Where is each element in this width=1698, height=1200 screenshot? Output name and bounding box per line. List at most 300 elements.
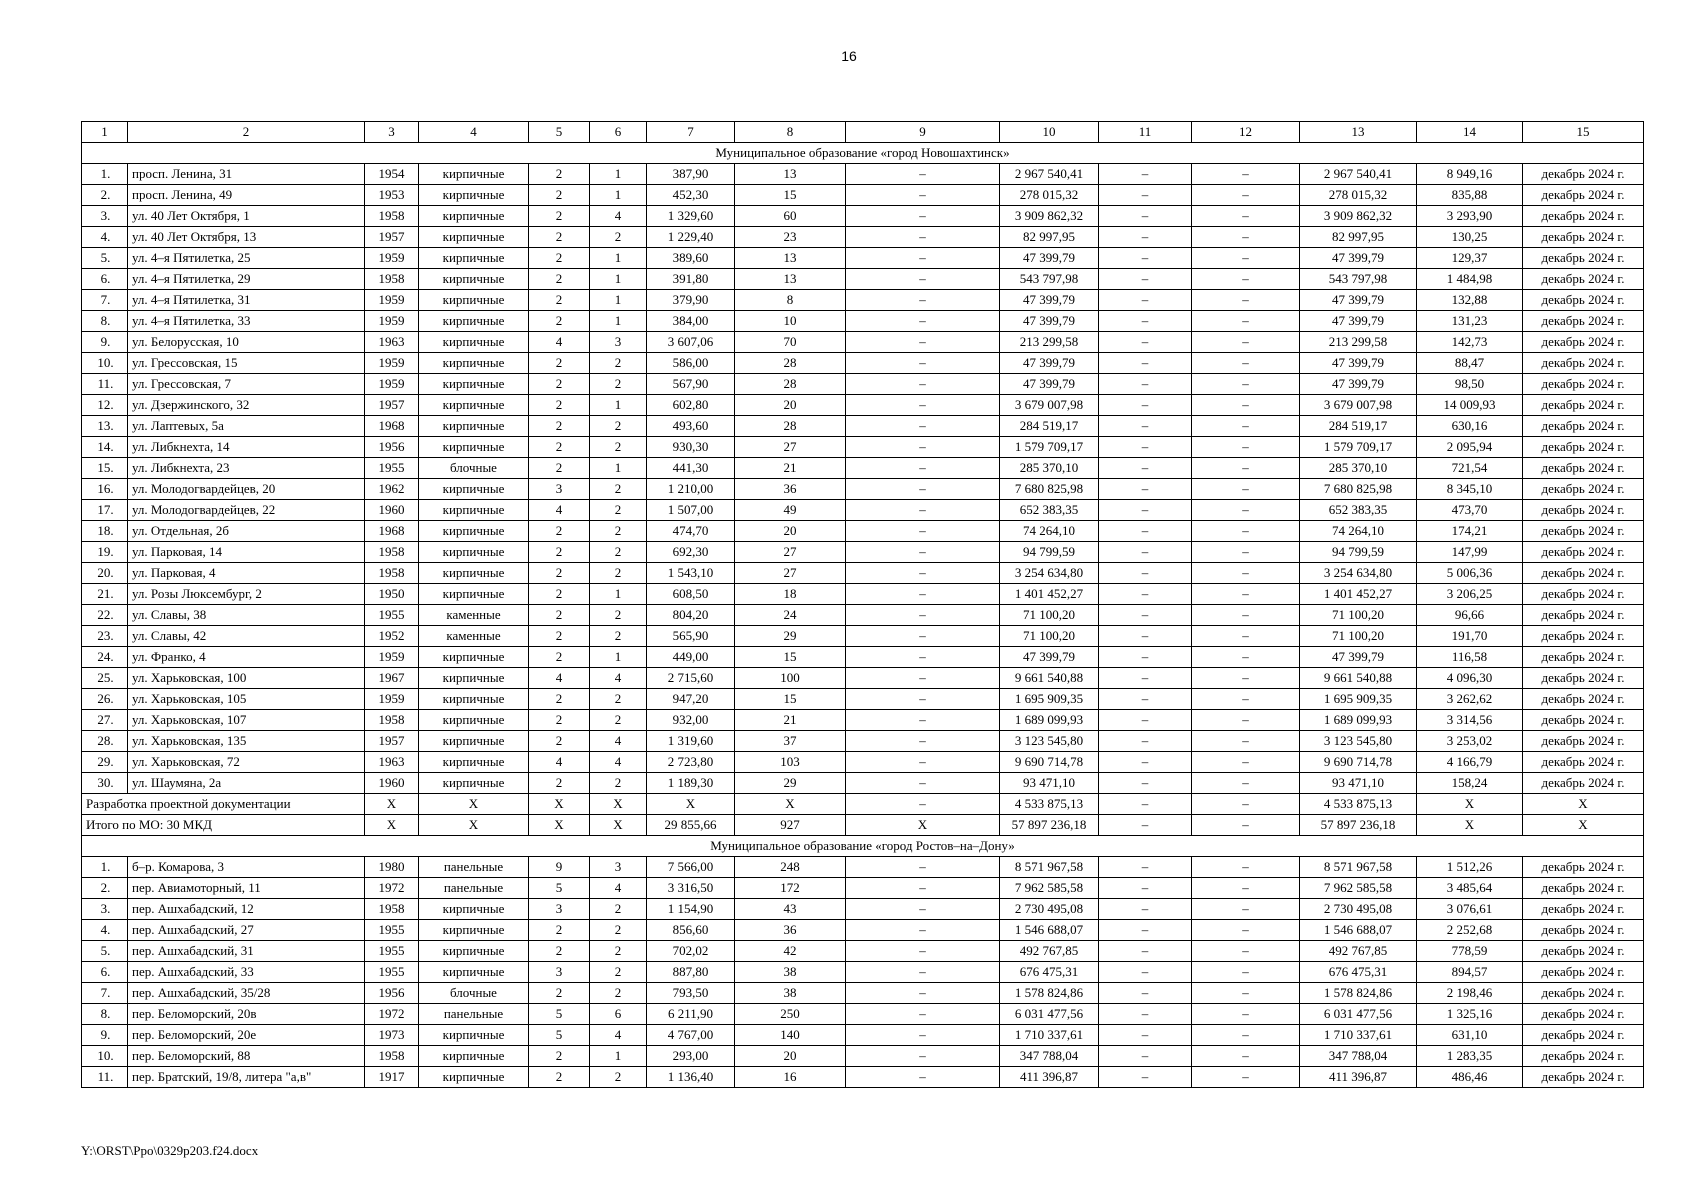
table-cell: – bbox=[1192, 1067, 1300, 1088]
table-cell: декабрь 2024 г. bbox=[1523, 899, 1644, 920]
table-cell: – bbox=[846, 668, 1000, 689]
table-row bbox=[82, 332, 1644, 353]
table-cell: – bbox=[846, 332, 1000, 353]
table-cell: 2 252,68 bbox=[1417, 920, 1523, 941]
table-cell: – bbox=[1099, 710, 1192, 731]
table-cell: 285 370,10 bbox=[1000, 458, 1099, 479]
table-cell: декабрь 2024 г. bbox=[1523, 437, 1644, 458]
table-cell: декабрь 2024 г. bbox=[1523, 542, 1644, 563]
table-cell: блочные bbox=[419, 983, 529, 1004]
table-cell: 7 566,00 bbox=[647, 857, 735, 878]
table-cell: 213 299,58 bbox=[1300, 332, 1417, 353]
table-cell: 2 bbox=[529, 416, 590, 437]
table-cell: 2 bbox=[529, 164, 590, 185]
table-cell: 1968 bbox=[365, 416, 419, 437]
table-cell: кирпичные bbox=[419, 290, 529, 311]
table-cell: 6 031 477,56 bbox=[1300, 1004, 1417, 1025]
table-cell: кирпичные bbox=[419, 920, 529, 941]
address-cell: ул. Франко, 4 bbox=[128, 647, 365, 668]
table-cell: 47 399,79 bbox=[1000, 374, 1099, 395]
table-cell: декабрь 2024 г. bbox=[1523, 920, 1644, 941]
table-cell: кирпичные bbox=[419, 311, 529, 332]
table-cell: – bbox=[846, 1004, 1000, 1025]
table-row bbox=[82, 1025, 1644, 1046]
table-cell: 4 bbox=[590, 1025, 647, 1046]
table-cell: 142,73 bbox=[1417, 332, 1523, 353]
table-cell: 129,37 bbox=[1417, 248, 1523, 269]
table-cell: 2 bbox=[590, 710, 647, 731]
table-cell: 2 bbox=[529, 290, 590, 311]
table-cell: декабрь 2024 г. bbox=[1523, 1004, 1644, 1025]
table-cell: декабрь 2024 г. bbox=[1523, 878, 1644, 899]
table-cell: 15 bbox=[735, 185, 846, 206]
table-cell: 492 767,85 bbox=[1000, 941, 1099, 962]
table-cell: 804,20 bbox=[647, 605, 735, 626]
table-cell: 140 bbox=[735, 1025, 846, 1046]
table-cell: 2 bbox=[529, 353, 590, 374]
table-cell: 2 bbox=[529, 185, 590, 206]
row-number-cell: 20. bbox=[82, 563, 128, 584]
row-number-cell: 15. bbox=[82, 458, 128, 479]
table-cell: 3 254 634,80 bbox=[1300, 563, 1417, 584]
table-cell: кирпичные bbox=[419, 164, 529, 185]
table-cell: панельные bbox=[419, 1004, 529, 1025]
table-row bbox=[82, 1046, 1644, 1067]
table-cell: 103 bbox=[735, 752, 846, 773]
table-cell: 4 533 875,13 bbox=[1300, 794, 1417, 815]
table-cell: 57 897 236,18 bbox=[1300, 815, 1417, 836]
table-cell: – bbox=[1192, 206, 1300, 227]
table-cell: X bbox=[590, 794, 647, 815]
table-cell: 449,00 bbox=[647, 647, 735, 668]
table-cell: – bbox=[846, 584, 1000, 605]
table-cell: 36 bbox=[735, 479, 846, 500]
table-cell: 4 166,79 bbox=[1417, 752, 1523, 773]
table-cell: – bbox=[1192, 290, 1300, 311]
section-title: Муниципальное образование «город Ростов–на–Дону» bbox=[82, 836, 1644, 857]
table-cell: 4 767,00 bbox=[647, 1025, 735, 1046]
table-cell: 3 607,06 bbox=[647, 332, 735, 353]
table-cell: 7 680 825,98 bbox=[1300, 479, 1417, 500]
table-cell: – bbox=[1192, 899, 1300, 920]
table-cell: 1955 bbox=[365, 941, 419, 962]
table-cell: – bbox=[1192, 857, 1300, 878]
table-cell: – bbox=[1192, 1004, 1300, 1025]
table-cell: 676 475,31 bbox=[1300, 962, 1417, 983]
table-cell: 2 bbox=[590, 605, 647, 626]
table-cell: декабрь 2024 г. bbox=[1523, 626, 1644, 647]
table-cell: 492 767,85 bbox=[1300, 941, 1417, 962]
table-row bbox=[82, 185, 1644, 206]
table-cell: 47 399,79 bbox=[1000, 353, 1099, 374]
table-cell: 13 bbox=[735, 164, 846, 185]
column-header: 11 bbox=[1099, 122, 1192, 143]
table-cell: 1958 bbox=[365, 269, 419, 290]
table-cell: – bbox=[846, 542, 1000, 563]
table-cell: 1 579 709,17 bbox=[1300, 437, 1417, 458]
table-cell: – bbox=[1099, 500, 1192, 521]
address-cell: ул. Славы, 38 bbox=[128, 605, 365, 626]
table-cell: 1958 bbox=[365, 542, 419, 563]
table-cell: 28 bbox=[735, 374, 846, 395]
table-cell: 1972 bbox=[365, 878, 419, 899]
table-cell: X bbox=[529, 815, 590, 836]
table-cell: блочные bbox=[419, 458, 529, 479]
table-cell: – bbox=[846, 395, 1000, 416]
table-cell: 16 bbox=[735, 1067, 846, 1088]
table-cell: кирпичные bbox=[419, 206, 529, 227]
address-cell: ул. Парковая, 14 bbox=[128, 542, 365, 563]
table-cell: декабрь 2024 г. bbox=[1523, 752, 1644, 773]
table-cell: – bbox=[1099, 1046, 1192, 1067]
table-cell: 1 bbox=[590, 1046, 647, 1067]
table-cell: 6 bbox=[590, 1004, 647, 1025]
table-cell: 131,23 bbox=[1417, 311, 1523, 332]
table-cell: 2 bbox=[590, 479, 647, 500]
table-cell: – bbox=[846, 290, 1000, 311]
column-header: 7 bbox=[647, 122, 735, 143]
table-cell: – bbox=[846, 1025, 1000, 1046]
table-cell: 2 bbox=[529, 542, 590, 563]
table-row bbox=[82, 773, 1644, 794]
table-cell: 1953 bbox=[365, 185, 419, 206]
table-cell: – bbox=[1192, 542, 1300, 563]
table-cell: 191,70 bbox=[1417, 626, 1523, 647]
table-cell: 586,00 bbox=[647, 353, 735, 374]
table-cell: 5 bbox=[529, 878, 590, 899]
row-number-cell: 2. bbox=[82, 185, 128, 206]
table-row bbox=[82, 752, 1644, 773]
table-cell: панельные bbox=[419, 857, 529, 878]
table-cell: X bbox=[647, 794, 735, 815]
table-cell: 13 bbox=[735, 269, 846, 290]
table-cell: кирпичные bbox=[419, 269, 529, 290]
table-cell: кирпичные bbox=[419, 899, 529, 920]
table-cell: – bbox=[1099, 1025, 1192, 1046]
table-cell: 1959 bbox=[365, 647, 419, 668]
table-cell: – bbox=[1099, 290, 1192, 311]
address-cell: ул. Либкнехта, 14 bbox=[128, 437, 365, 458]
table-cell: 2 bbox=[529, 983, 590, 1004]
table-cell: декабрь 2024 г. bbox=[1523, 857, 1644, 878]
table-cell: – bbox=[1192, 710, 1300, 731]
table-cell: 172 bbox=[735, 878, 846, 899]
table-cell: декабрь 2024 г. bbox=[1523, 416, 1644, 437]
table-cell: – bbox=[846, 521, 1000, 542]
table-cell: 2 bbox=[529, 731, 590, 752]
table-cell: 1 bbox=[590, 290, 647, 311]
table-cell: – bbox=[846, 773, 1000, 794]
table-cell: 2 bbox=[590, 521, 647, 542]
table-cell: 1917 bbox=[365, 1067, 419, 1088]
table-cell: 130,25 bbox=[1417, 227, 1523, 248]
address-cell: ул. Молодогвардейцев, 20 bbox=[128, 479, 365, 500]
table-cell: 2 bbox=[529, 584, 590, 605]
address-cell: ул. Дзержинского, 32 bbox=[128, 395, 365, 416]
table-cell: 1955 bbox=[365, 920, 419, 941]
table-cell: X bbox=[846, 815, 1000, 836]
table-cell: каменные bbox=[419, 605, 529, 626]
row-number-cell: 11. bbox=[82, 374, 128, 395]
table-cell: 21 bbox=[735, 710, 846, 731]
table-cell: кирпичные bbox=[419, 185, 529, 206]
table-cell: 57 897 236,18 bbox=[1000, 815, 1099, 836]
table-cell: 1 325,16 bbox=[1417, 1004, 1523, 1025]
table-cell: кирпичные bbox=[419, 416, 529, 437]
table-row bbox=[82, 605, 1644, 626]
table-cell: 94 799,59 bbox=[1000, 542, 1099, 563]
table-cell: 3 909 862,32 bbox=[1300, 206, 1417, 227]
table-cell: декабрь 2024 г. bbox=[1523, 941, 1644, 962]
table-cell: – bbox=[1192, 374, 1300, 395]
table-cell: 7 680 825,98 bbox=[1000, 479, 1099, 500]
table-cell: 1 578 824,86 bbox=[1000, 983, 1099, 1004]
table-cell: 158,24 bbox=[1417, 773, 1523, 794]
table-cell: 2 bbox=[590, 500, 647, 521]
table-cell: декабрь 2024 г. bbox=[1523, 710, 1644, 731]
table-cell: 9 690 714,78 bbox=[1000, 752, 1099, 773]
table-cell: 100 bbox=[735, 668, 846, 689]
table-cell: – bbox=[1192, 416, 1300, 437]
table-cell: 28 bbox=[735, 353, 846, 374]
table-cell: 1955 bbox=[365, 458, 419, 479]
row-number-cell: 16. bbox=[82, 479, 128, 500]
table-cell: 27 bbox=[735, 563, 846, 584]
table-cell: 116,58 bbox=[1417, 647, 1523, 668]
table-cell: 1958 bbox=[365, 1046, 419, 1067]
table-cell: 1972 bbox=[365, 1004, 419, 1025]
table-cell: 23 bbox=[735, 227, 846, 248]
table-cell: 2 bbox=[529, 773, 590, 794]
table-cell: 8 571 967,58 bbox=[1300, 857, 1417, 878]
table-row bbox=[82, 710, 1644, 731]
table-cell: 2 bbox=[590, 689, 647, 710]
table-row bbox=[82, 899, 1644, 920]
table-cell: кирпичные bbox=[419, 332, 529, 353]
table-cell: 6 031 477,56 bbox=[1000, 1004, 1099, 1025]
table-row bbox=[82, 962, 1644, 983]
table-cell: X bbox=[1523, 794, 1644, 815]
table-cell: 20 bbox=[735, 521, 846, 542]
table-cell: 1959 bbox=[365, 374, 419, 395]
table-cell: – bbox=[846, 416, 1000, 437]
table-cell: – bbox=[846, 206, 1000, 227]
table-cell: 2 bbox=[590, 374, 647, 395]
table-row bbox=[82, 878, 1644, 899]
address-cell: ул. Либкнехта, 23 bbox=[128, 458, 365, 479]
table-cell: кирпичные bbox=[419, 1025, 529, 1046]
table-cell: X bbox=[419, 815, 529, 836]
table-cell: 278 015,32 bbox=[1000, 185, 1099, 206]
table-cell: – bbox=[1099, 416, 1192, 437]
table-cell: – bbox=[1192, 647, 1300, 668]
table-row bbox=[82, 647, 1644, 668]
table-cell: кирпичные bbox=[419, 374, 529, 395]
table-cell: 70 bbox=[735, 332, 846, 353]
table-cell: 2 bbox=[529, 437, 590, 458]
table-cell: 1 546 688,07 bbox=[1000, 920, 1099, 941]
table-cell: 4 bbox=[590, 878, 647, 899]
table-cell: – bbox=[846, 857, 1000, 878]
table-cell: 1962 bbox=[365, 479, 419, 500]
table-cell: – bbox=[846, 185, 1000, 206]
table-cell: 1 bbox=[590, 311, 647, 332]
table-cell: кирпичные bbox=[419, 710, 529, 731]
table-cell: 1 bbox=[590, 395, 647, 416]
table-cell: 543 797,98 bbox=[1300, 269, 1417, 290]
row-number-cell: 4. bbox=[82, 227, 128, 248]
table-cell: 1958 bbox=[365, 710, 419, 731]
table-row bbox=[82, 269, 1644, 290]
table-cell: 2 967 540,41 bbox=[1300, 164, 1417, 185]
table-cell: – bbox=[1099, 521, 1192, 542]
row-number-cell: 7. bbox=[82, 290, 128, 311]
table-cell: – bbox=[1099, 647, 1192, 668]
table-cell: 1959 bbox=[365, 689, 419, 710]
table-cell: – bbox=[1192, 794, 1300, 815]
table-cell: X bbox=[590, 815, 647, 836]
column-header: 4 bbox=[419, 122, 529, 143]
table-cell: 1 507,00 bbox=[647, 500, 735, 521]
address-cell: ул. 4–я Пятилетка, 31 bbox=[128, 290, 365, 311]
table-cell: 4 bbox=[590, 731, 647, 752]
table-cell: декабрь 2024 г. bbox=[1523, 353, 1644, 374]
row-number-cell: 1. bbox=[82, 857, 128, 878]
table-cell: 93 471,10 bbox=[1000, 773, 1099, 794]
table-cell: 20 bbox=[735, 395, 846, 416]
column-header: 15 bbox=[1523, 122, 1644, 143]
table-cell: 3 bbox=[590, 332, 647, 353]
table-cell: 1 546 688,07 bbox=[1300, 920, 1417, 941]
table-cell: 2 bbox=[529, 1046, 590, 1067]
row-number-cell: 25. bbox=[82, 668, 128, 689]
table-cell: – bbox=[1099, 395, 1192, 416]
address-cell: просп. Ленина, 49 bbox=[128, 185, 365, 206]
table-cell: 567,90 bbox=[647, 374, 735, 395]
table-cell: 1957 bbox=[365, 227, 419, 248]
table-cell: 82 997,95 bbox=[1000, 227, 1099, 248]
address-cell: просп. Ленина, 31 bbox=[128, 164, 365, 185]
address-cell: ул. Грессовская, 15 bbox=[128, 353, 365, 374]
table-cell: 452,30 bbox=[647, 185, 735, 206]
table-cell: – bbox=[1192, 458, 1300, 479]
table-cell: 1 154,90 bbox=[647, 899, 735, 920]
table-cell: 1960 bbox=[365, 500, 419, 521]
table-cell: кирпичные bbox=[419, 731, 529, 752]
table-row bbox=[82, 437, 1644, 458]
table-cell: декабрь 2024 г. bbox=[1523, 647, 1644, 668]
table-cell: 3 bbox=[529, 962, 590, 983]
table-cell: панельные bbox=[419, 878, 529, 899]
table-cell: 94 799,59 bbox=[1300, 542, 1417, 563]
table-cell: 1 695 909,35 bbox=[1000, 689, 1099, 710]
table-cell: 1 210,00 bbox=[647, 479, 735, 500]
table-cell: кирпичные bbox=[419, 752, 529, 773]
table-cell: – bbox=[1099, 311, 1192, 332]
table-cell: – bbox=[1099, 437, 1192, 458]
table-cell: – bbox=[1099, 689, 1192, 710]
table-cell: 2 bbox=[590, 416, 647, 437]
table-cell: каменные bbox=[419, 626, 529, 647]
table-cell: 2 bbox=[590, 899, 647, 920]
table-cell: декабрь 2024 г. bbox=[1523, 983, 1644, 1004]
row-number-cell: 8. bbox=[82, 1004, 128, 1025]
summary-label-cell: Разработка проектной документации bbox=[82, 794, 365, 815]
table-cell: 3 314,56 bbox=[1417, 710, 1523, 731]
table-cell: 602,80 bbox=[647, 395, 735, 416]
table-cell: 3 909 862,32 bbox=[1000, 206, 1099, 227]
row-number-cell: 3. bbox=[82, 206, 128, 227]
table-cell: декабрь 2024 г. bbox=[1523, 332, 1644, 353]
table-cell: 2 730 495,08 bbox=[1000, 899, 1099, 920]
table-cell: 15 bbox=[735, 647, 846, 668]
table-cell: – bbox=[1192, 479, 1300, 500]
table-cell: – bbox=[1099, 563, 1192, 584]
table-cell: декабрь 2024 г. bbox=[1523, 248, 1644, 269]
table-cell: – bbox=[846, 1046, 1000, 1067]
table-cell: 2 095,94 bbox=[1417, 437, 1523, 458]
table-cell: 1968 bbox=[365, 521, 419, 542]
table-cell: 565,90 bbox=[647, 626, 735, 647]
table-cell: 29 bbox=[735, 773, 846, 794]
table-cell: 96,66 bbox=[1417, 605, 1523, 626]
table-cell: 1 bbox=[590, 269, 647, 290]
table-cell: 379,90 bbox=[647, 290, 735, 311]
table-cell: 29 bbox=[735, 626, 846, 647]
section-header-row bbox=[82, 836, 1644, 857]
row-number-cell: 11. bbox=[82, 1067, 128, 1088]
table-row bbox=[82, 311, 1644, 332]
table-cell: 856,60 bbox=[647, 920, 735, 941]
table-cell: 702,02 bbox=[647, 941, 735, 962]
row-number-cell: 19. bbox=[82, 542, 128, 563]
table-cell: 2 bbox=[590, 941, 647, 962]
address-cell: ул. 4–я Пятилетка, 29 bbox=[128, 269, 365, 290]
table-row bbox=[82, 290, 1644, 311]
table-cell: 1 bbox=[590, 584, 647, 605]
table-cell: – bbox=[846, 689, 1000, 710]
table-cell: 930,30 bbox=[647, 437, 735, 458]
row-number-cell: 10. bbox=[82, 353, 128, 374]
table-cell: 2 bbox=[529, 458, 590, 479]
column-header: 5 bbox=[529, 122, 590, 143]
table-cell: – bbox=[1099, 164, 1192, 185]
table-cell: 2 bbox=[590, 962, 647, 983]
address-cell: пер. Беломорский, 88 bbox=[128, 1046, 365, 1067]
table-cell: – bbox=[1192, 752, 1300, 773]
table-cell: 3 bbox=[529, 479, 590, 500]
table-cell: – bbox=[1192, 248, 1300, 269]
table-cell: – bbox=[1192, 395, 1300, 416]
table-cell: 3 293,90 bbox=[1417, 206, 1523, 227]
table-cell: 692,30 bbox=[647, 542, 735, 563]
row-number-cell: 9. bbox=[82, 332, 128, 353]
table-cell: 47 399,79 bbox=[1300, 311, 1417, 332]
table-cell: X bbox=[365, 794, 419, 815]
address-cell: ул. Грессовская, 7 bbox=[128, 374, 365, 395]
table-cell: – bbox=[846, 731, 1000, 752]
table-cell: 387,90 bbox=[647, 164, 735, 185]
table-cell: – bbox=[1192, 878, 1300, 899]
table-cell: 132,88 bbox=[1417, 290, 1523, 311]
table-cell: 71 100,20 bbox=[1300, 626, 1417, 647]
table-cell: 4 bbox=[590, 668, 647, 689]
table-cell: 1954 bbox=[365, 164, 419, 185]
table-cell: декабрь 2024 г. bbox=[1523, 227, 1644, 248]
table-cell: 1956 bbox=[365, 983, 419, 1004]
table-cell: 4 bbox=[590, 752, 647, 773]
table-cell: 894,57 bbox=[1417, 962, 1523, 983]
